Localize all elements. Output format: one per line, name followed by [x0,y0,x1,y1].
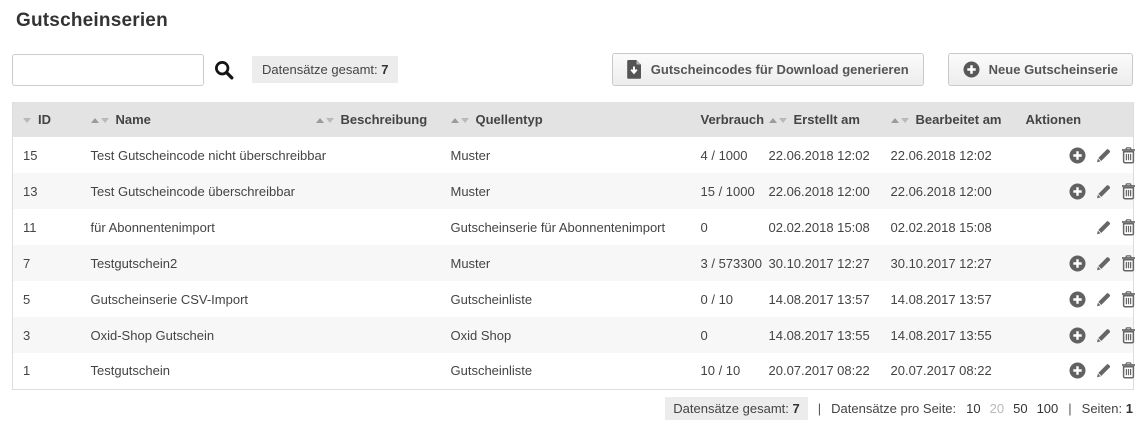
delete-icon[interactable] [1121,291,1136,308]
column-label-quellentyp: Quellentyp [475,112,543,127]
cell-verbrauch: 0 [700,327,708,343]
page [0,10,1145,420]
cell-name: für Abonnentenimport [90,219,215,235]
table-row [13,209,1134,245]
column-header-quellentyp[interactable] [441,102,691,137]
cell-bearbeitet-am: 20.07.2017 08:22 [890,363,992,379]
cell-id: 5 [23,291,31,307]
cell-id: 13 [23,183,38,199]
cell-name: Test Gutscheincode überschreibbar [90,183,296,199]
edit-icon[interactable] [1095,183,1112,200]
cell-quellentyp: Muster [450,183,491,199]
search-input[interactable] [12,54,204,86]
table-row [13,173,1134,209]
column-header-name[interactable] [81,102,306,137]
cell-verbrauch: 3 / 573300 [700,255,762,271]
cell-name: Gutscheinserie CSV-Import [90,291,249,307]
cell-name: Test Gutscheincode nicht überschreibbar [90,147,327,163]
cell-quellentyp: Muster [450,147,491,163]
sort-asc-desc-icon [891,118,909,123]
per-page-option-50[interactable]: 50 [1013,400,1028,416]
add-codes-icon[interactable] [1069,291,1086,308]
pagination-footer [12,397,1133,420]
cell-quellentyp: Gutscheinserie für Abonnentenimport [450,219,666,235]
cell-verbrauch: 10 / 10 [700,363,741,379]
search-icon [213,59,235,81]
cell-aktionen [1016,281,1134,317]
cell-aktionen [1016,353,1134,389]
cell-verbrauch: 4 / 1000 [700,147,748,163]
pages-indicator [1082,401,1133,416]
per-page-label: Datensätze pro Seite: [831,400,957,416]
cell-name: Testgutschein [90,363,170,379]
sort-desc-icon [23,118,31,123]
cell-aktionen [1016,173,1134,209]
cell-quellentyp: Gutscheinliste [450,291,533,307]
cell-id: 15 [23,147,38,163]
footer-total-value: 7 [792,400,800,416]
edit-icon[interactable] [1095,219,1112,236]
add-codes-icon[interactable] [1069,327,1086,344]
cell-id: 3 [23,327,31,343]
delete-icon[interactable] [1121,147,1136,164]
delete-icon[interactable] [1121,255,1136,272]
cell-verbrauch: 0 / 10 [700,291,734,307]
column-label-id: ID [38,112,51,127]
cell-beschreibung [306,173,441,209]
table-row [13,245,1134,281]
column-label-name: Name [115,112,151,127]
cell-aktionen [1016,245,1134,281]
cell-erstellt-am: 30.10.2017 12:27 [768,255,870,271]
delete-icon[interactable] [1121,362,1136,379]
cell-id: 1 [23,363,31,379]
per-page-option-100[interactable]: 100 [1036,400,1059,416]
cell-beschreibung [306,353,441,389]
cell-erstellt-am: 22.06.2018 12:00 [768,183,870,199]
new-series-label: Neue Gutscheinserie [988,62,1118,77]
table-row [13,353,1134,389]
cell-erstellt-am: 14.08.2017 13:55 [768,327,870,343]
total-records-label: Datensätze gesamt: [262,62,378,77]
column-label-erstellt-am: Erstellt am [793,112,860,127]
cell-aktionen [1016,137,1134,173]
cell-erstellt-am: 20.07.2017 08:22 [768,363,870,379]
cell-beschreibung [306,317,441,353]
cell-bearbeitet-am: 22.06.2018 12:02 [890,147,992,163]
sort-asc-desc-icon [769,118,787,123]
column-label-verbrauch: Verbrauch [700,112,765,127]
total-records-value: 7 [381,62,389,77]
plus-circle-icon [963,61,980,78]
cell-quellentyp: Gutscheinliste [450,363,533,379]
add-codes-icon[interactable] [1069,183,1086,200]
cell-bearbeitet-am: 02.02.2018 15:08 [890,219,992,235]
cell-id: 7 [23,255,31,271]
cell-bearbeitet-am: 14.08.2017 13:57 [890,291,992,307]
add-codes-icon[interactable] [1069,362,1086,379]
cell-aktionen [1016,209,1134,245]
generate-codes-button[interactable] [612,53,924,86]
table-row [13,281,1134,317]
column-header-erstellt-am[interactable] [759,102,881,137]
toolbar [12,53,1133,86]
cell-erstellt-am: 02.02.2018 15:08 [768,219,870,235]
cell-bearbeitet-am: 30.10.2017 12:27 [890,255,992,271]
column-label-aktionen: Aktionen [1025,112,1082,127]
column-header-bearbeitet-am[interactable] [881,102,1016,137]
delete-icon[interactable] [1121,219,1136,236]
table-row [13,137,1134,173]
sort-asc-desc-icon [316,118,334,123]
cell-beschreibung [306,281,441,317]
edit-icon[interactable] [1095,291,1112,308]
cell-beschreibung [306,245,441,281]
footer-separator: | [1068,400,1072,416]
footer-total-badge [665,397,807,420]
column-label-bearbeitet-am: Bearbeitet am [915,112,1002,127]
column-header-aktionen [1016,102,1134,137]
per-page-option-20: 20 [989,400,1005,416]
column-header-beschreibung[interactable] [306,102,441,137]
cell-erstellt-am: 22.06.2018 12:02 [768,147,870,163]
add-codes-icon[interactable] [1069,255,1086,272]
table-header-row [13,102,1134,137]
per-page-option-10[interactable]: 10 [966,400,981,416]
column-header-verbrauch [691,102,765,137]
cell-verbrauch: 0 [700,219,708,235]
sort-asc-desc-icon [91,118,109,123]
column-label-beschreibung: Beschreibung [340,112,428,127]
edit-icon[interactable] [1095,147,1112,164]
edit-icon[interactable] [1095,362,1112,379]
pages-value: 1 [1125,400,1133,416]
voucher-series-table [12,102,1134,390]
cell-quellentyp: Muster [450,255,491,271]
cell-verbrauch: 15 / 1000 [700,183,755,199]
add-codes-icon[interactable] [1069,147,1086,164]
cell-quellentyp: Oxid Shop [450,327,512,343]
cell-erstellt-am: 14.08.2017 13:57 [768,291,870,307]
delete-icon[interactable] [1121,327,1136,344]
per-page-options [966,401,1058,416]
footer-total-label: Datensätze gesamt: [673,400,789,416]
column-header-id[interactable] [13,102,81,137]
cell-beschreibung [306,209,441,245]
cell-aktionen [1016,317,1134,353]
cell-name: Oxid-Shop Gutschein [90,327,215,343]
search-button[interactable] [213,59,235,81]
cell-id: 11 [23,219,37,235]
pages-label: Seiten: [1081,400,1123,416]
new-series-button[interactable] [948,53,1133,86]
file-download-icon [627,60,642,79]
sort-asc-desc-icon [451,118,469,123]
cell-bearbeitet-am: 22.06.2018 12:00 [890,183,992,199]
delete-icon[interactable] [1121,183,1136,200]
edit-icon[interactable] [1095,255,1112,272]
footer-separator: | [817,400,822,416]
table-row [13,317,1134,353]
edit-icon[interactable] [1095,327,1112,344]
generate-codes-label: Gutscheincodes für Download generieren [650,62,909,77]
cell-name: Testgutschein2 [90,255,178,271]
total-records-badge [252,56,398,83]
cell-bearbeitet-am: 14.08.2017 13:55 [890,327,992,343]
page-title: Gutscheinserien [16,10,168,31]
